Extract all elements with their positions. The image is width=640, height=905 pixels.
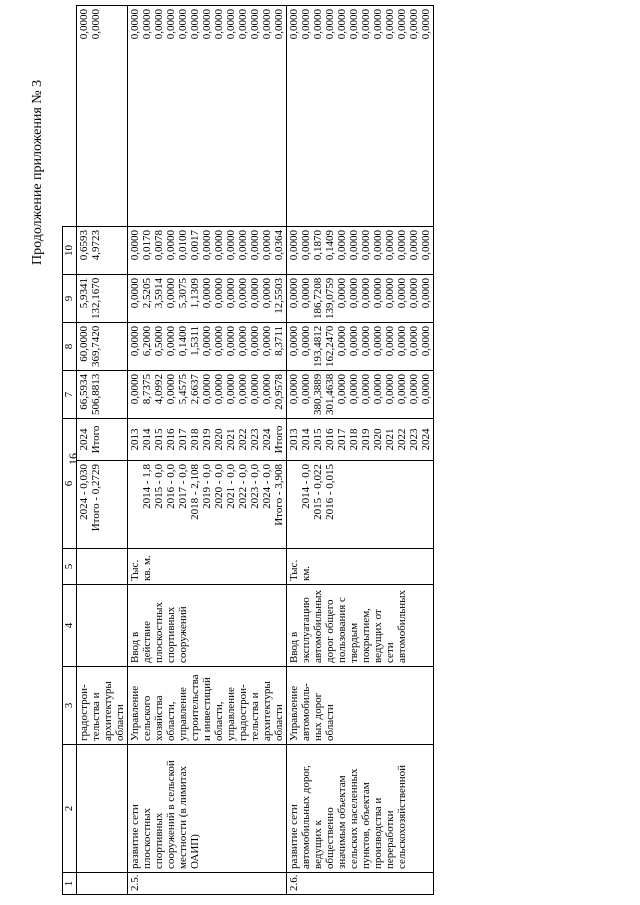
- cell-line: 2013: [288, 428, 300, 451]
- cell-line: 12,5503: [273, 278, 285, 314]
- cell-line: 2024: [78, 428, 90, 451]
- cell-line: 2015: [153, 428, 165, 451]
- cell-line: 0,0000: [201, 278, 213, 309]
- extra-cell: [128, 6, 287, 227]
- cell-line: 0,0000: [408, 230, 420, 261]
- cell-line: 0,0000: [129, 9, 141, 40]
- name-cell: развитие сети плоскостных спортивных сооружений в сельской местности (в лимитах ОАИП): [128, 745, 287, 873]
- cell-line: 0,0000: [420, 230, 432, 261]
- cell-line: 0,0000: [420, 374, 432, 405]
- cell-line: 0,0000: [384, 9, 396, 40]
- cell-line: 0,0000: [336, 9, 348, 40]
- cell-line: 0,0000: [213, 326, 225, 357]
- cell-line: [372, 464, 384, 545]
- cell-line: 0,0000: [177, 9, 189, 40]
- cell-line: 0,0000: [261, 9, 273, 40]
- cell-line: 0,0000: [420, 278, 432, 309]
- cell-line: 2021 - 0,0: [225, 464, 237, 509]
- cell-line: 0,0000: [300, 326, 312, 357]
- cell-line: 193,4812: [312, 325, 324, 367]
- federal-cell: [77, 323, 128, 371]
- cell-line: 139,0759: [324, 277, 336, 319]
- cell-line: 2,5205: [141, 278, 153, 309]
- cell-line: 132,1670: [90, 277, 102, 319]
- cell-line: 380,3889: [312, 373, 324, 415]
- cell-line: 0,0000: [348, 230, 360, 261]
- cell-line: [288, 464, 300, 545]
- regional-cell: [287, 275, 434, 323]
- cell-line: 6,2000: [141, 326, 153, 357]
- cell-line: 0,0000: [396, 9, 408, 40]
- cell-line: 0,0000: [261, 230, 273, 261]
- cell-line: [129, 464, 141, 545]
- cell-line: 0,0000: [300, 278, 312, 309]
- year-cell: [287, 419, 434, 461]
- cell-line: 1,5311: [189, 326, 201, 356]
- cell-line: 0,0000: [165, 326, 177, 357]
- col-header-7: 7: [63, 371, 77, 419]
- cell-line: 0,0000: [288, 326, 300, 357]
- table-row: [128, 6, 287, 895]
- cell-line: 0,0000: [201, 9, 213, 40]
- cell-line: 0,0000: [348, 9, 360, 40]
- cell-line: 369,7420: [90, 325, 102, 367]
- cell-line: 0,0000: [225, 278, 237, 309]
- cell-line: 0,0000: [312, 9, 324, 40]
- cell-line: 2014: [300, 428, 312, 451]
- cell-line: 0,0000: [360, 9, 372, 40]
- appendix-title: Продолжение приложения № 3: [30, 79, 45, 265]
- cell-line: 0,0000: [165, 9, 177, 40]
- cell-line: 0,0000: [189, 9, 201, 40]
- cell-line: 186,7208: [312, 277, 324, 319]
- cell-line: 2014: [141, 428, 153, 451]
- cell-line: 2022: [237, 428, 249, 451]
- num-cell: 2.6.: [287, 873, 434, 895]
- local-cell: [77, 227, 128, 275]
- cell-line: 0,0000: [237, 326, 249, 357]
- cell-line: 8,7375: [141, 374, 153, 405]
- cell-line: 0,0000: [213, 278, 225, 309]
- cell-line: 0,0000: [408, 9, 420, 40]
- cell-line: Итого - 3,908: [273, 464, 285, 526]
- local-cell: [128, 227, 287, 275]
- cell-line: 2018: [348, 428, 360, 451]
- cell-line: 0,0000: [372, 278, 384, 309]
- executor-cell: градострои- тельства и архитектуры области: [77, 667, 128, 745]
- cell-line: 0,0000: [249, 374, 261, 405]
- extra-cell: [77, 6, 128, 227]
- cell-line: 2013: [129, 428, 141, 451]
- indicator-cell: Ввод в действие плоскостных спортивных сооружений: [128, 585, 287, 667]
- cell-line: 2024 - 0,030: [78, 464, 90, 520]
- cell-line: 0,6593: [78, 230, 90, 261]
- cell-line: 0,0000: [249, 230, 261, 261]
- cell-line: 4,9723: [90, 230, 102, 261]
- cell-line: 2020 - 0,0: [213, 464, 225, 509]
- cell-line: 0,0000: [165, 230, 177, 261]
- cell-line: 66,5934: [78, 374, 90, 410]
- cell-line: 2017 - 0,0: [177, 464, 189, 509]
- program-table: [62, 5, 434, 895]
- total-cell: [77, 371, 128, 419]
- cell-line: 0,0000: [249, 326, 261, 357]
- regional-cell: [77, 275, 128, 323]
- cell-line: 5,4575: [177, 374, 189, 405]
- cell-line: 0,0000: [288, 278, 300, 309]
- cell-line: 2018: [189, 428, 201, 451]
- cell-line: 0,0000: [348, 374, 360, 405]
- year-cell: [77, 419, 128, 461]
- cell-line: 0,0000: [153, 9, 165, 40]
- cell-line: 0,0000: [360, 326, 372, 357]
- name-cell: [77, 745, 128, 873]
- cell-line: 0,0000: [336, 230, 348, 261]
- cell-line: 0,0000: [396, 230, 408, 261]
- cell-line: [384, 464, 396, 545]
- cell-line: 2022: [396, 428, 408, 451]
- cell-line: 0,0000: [396, 278, 408, 309]
- cell-line: 0,0000: [129, 326, 141, 357]
- cell-line: 0,0000: [261, 374, 273, 405]
- year-cell: [128, 419, 287, 461]
- cell-line: 0,0000: [165, 278, 177, 309]
- cell-line: 0,0000: [372, 9, 384, 40]
- executor-cell: Управление автомобиль- ных дорог области: [287, 667, 434, 745]
- cell-line: 0,0000: [408, 278, 420, 309]
- table-body: [77, 6, 434, 895]
- extra-cell: [287, 6, 434, 227]
- cell-line: 2023: [249, 428, 261, 451]
- cell-line: 0,0000: [237, 230, 249, 261]
- cell-line: 0,0000: [324, 9, 336, 40]
- cell-line: [360, 464, 372, 545]
- cell-line: 0,0000: [201, 230, 213, 261]
- cell-line: 1,1309: [189, 278, 201, 309]
- cell-line: 0,1400: [177, 326, 189, 357]
- cell-line: 0,0000: [225, 374, 237, 405]
- table-row: [287, 6, 434, 895]
- cell-line: 2020: [372, 428, 384, 451]
- cell-line: 2014 - 1,8: [141, 464, 153, 509]
- cell-line: 2016: [324, 428, 336, 451]
- cell-line: 0,0000: [348, 278, 360, 309]
- cell-line: 0,0170: [141, 230, 153, 261]
- local-cell: [287, 227, 434, 275]
- cell-line: 0,0000: [237, 9, 249, 40]
- cell-line: 60,0000: [78, 326, 90, 362]
- col-header-8: 8: [63, 323, 77, 371]
- cell-line: 2017: [336, 428, 348, 451]
- cell-line: 8,3711: [273, 326, 285, 356]
- unit-cell: Тыс. кв. м.: [128, 549, 287, 585]
- federal-cell: [128, 323, 287, 371]
- cell-line: 2016 - 0,0: [165, 464, 177, 509]
- cell-line: 0,0000: [384, 230, 396, 261]
- plan-cell: [128, 461, 287, 549]
- cell-line: 0,0000: [261, 278, 273, 309]
- cell-line: 0,0000: [420, 326, 432, 357]
- cell-line: 2,6637: [189, 374, 201, 405]
- cell-line: 0,0000: [300, 230, 312, 261]
- cell-line: 0,0000: [249, 9, 261, 40]
- executor-cell: Управление сельского хозяйства области, управление строительства и инвестиций области, управление градострои- тельства и архитектуры области: [128, 667, 287, 745]
- cell-line: 2017: [177, 428, 189, 451]
- cell-line: 0,0100: [177, 230, 189, 261]
- cell-line: 0,0000: [372, 374, 384, 405]
- page-number: 16: [66, 453, 80, 465]
- cell-line: 5,3075: [177, 278, 189, 309]
- cell-line: 0,0000: [249, 278, 261, 309]
- indicator-cell: Ввод в эксплуатацию автомобильных дорог общего пользования с твердым покрытием, ведущих от сети автомобильных: [287, 585, 434, 667]
- col-header-3: 3: [63, 667, 77, 745]
- col-header-4: 4: [63, 585, 77, 667]
- cell-line: 20,9578: [273, 374, 285, 410]
- cell-line: 0,0000: [165, 374, 177, 405]
- cell-line: 3,5914: [153, 278, 165, 309]
- cell-line: 0,0000: [336, 326, 348, 357]
- cell-line: Итого: [90, 425, 102, 454]
- cell-line: 301,4638: [324, 373, 336, 415]
- cell-line: 2019: [201, 428, 213, 451]
- continuation-row: [77, 6, 128, 895]
- total-cell: [287, 371, 434, 419]
- cell-line: 0,0000: [420, 9, 432, 40]
- cell-line: 0,1870: [312, 230, 324, 261]
- cell-line: Итого: [273, 425, 285, 454]
- cell-line: 0,0078: [153, 230, 165, 261]
- cell-line: 0,0000: [336, 374, 348, 405]
- unit-cell: [77, 549, 128, 585]
- cell-line: 0,0000: [348, 326, 360, 357]
- cell-line: 0,0000: [300, 9, 312, 40]
- cell-line: 0,0000: [225, 9, 237, 40]
- cell-line: 0,0000: [141, 9, 153, 40]
- cell-line: 0,0000: [201, 374, 213, 405]
- col-header-5: 5: [63, 549, 77, 585]
- regional-cell: [128, 275, 287, 323]
- cell-line: [336, 464, 348, 545]
- cell-line: 0,0000: [225, 230, 237, 261]
- cell-line: 0,0000: [288, 374, 300, 405]
- cell-line: 2015 - 0,0: [153, 464, 165, 509]
- cell-line: 0,0364: [273, 230, 285, 261]
- cell-line: 0,0000: [396, 326, 408, 357]
- cell-line: 0,0000: [129, 230, 141, 261]
- cell-line: 0,0000: [201, 326, 213, 357]
- cell-line: 0,0000: [273, 9, 285, 40]
- cell-line: 0,0000: [129, 278, 141, 309]
- cell-line: 2023: [408, 428, 420, 451]
- plan-cell: [77, 461, 128, 549]
- cell-line: 0,0000: [213, 374, 225, 405]
- cell-line: 0,0000: [372, 326, 384, 357]
- cell-line: 0,0000: [360, 374, 372, 405]
- cell-line: 2014 - 0,0: [300, 464, 312, 509]
- cell-line: 2019 - 0,0: [201, 464, 213, 509]
- cell-line: 2022 - 0,0: [237, 464, 249, 509]
- cell-line: 0,0000: [384, 326, 396, 357]
- cell-line: 0,0000: [237, 278, 249, 309]
- cell-line: [408, 464, 420, 545]
- cell-line: 162,2470: [324, 325, 336, 367]
- col-header-1: 1: [63, 873, 77, 895]
- cell-line: 0,0000: [90, 9, 102, 40]
- name-cell: развитие сети автомобильных дорог, ведущих к общественно значимым объектам сельских населенных пунктов, объектам производства и переработки сельскохозяйственной: [287, 745, 434, 873]
- plan-cell: [287, 461, 434, 549]
- cell-line: 0,5000: [153, 326, 165, 357]
- num-cell: [77, 873, 128, 895]
- cell-line: 2015 - 0,022: [312, 464, 324, 520]
- cell-line: 0,0000: [213, 9, 225, 40]
- cell-line: 2020: [213, 428, 225, 451]
- cell-line: 506,8813: [90, 373, 102, 415]
- cell-line: 2024: [261, 428, 273, 451]
- cell-line: 2024 - 0,0: [261, 464, 273, 509]
- indicator-cell: [77, 585, 128, 667]
- cell-line: 0,1409: [324, 230, 336, 261]
- cell-line: 2024: [420, 428, 432, 451]
- cell-line: 0,0000: [360, 278, 372, 309]
- cell-line: 0,0000: [288, 230, 300, 261]
- col-header-2: 2: [63, 745, 77, 873]
- cell-line: 2018 - 2,108: [189, 464, 201, 520]
- cell-line: 2019: [360, 428, 372, 451]
- unit-cell: Тыс. км.: [287, 549, 434, 585]
- cell-line: 0,0017: [189, 230, 201, 261]
- cell-line: 5,9341: [78, 278, 90, 309]
- cell-line: 0,0000: [261, 326, 273, 357]
- column-number-row: [63, 6, 77, 895]
- col-header-6: 6: [63, 419, 77, 549]
- cell-line: 2016 - 0,015: [324, 464, 336, 520]
- cell-line: Итого - 0,2729: [90, 464, 102, 532]
- cell-line: 2016: [165, 428, 177, 451]
- cell-line: 0,0000: [78, 9, 90, 40]
- cell-line: 2021: [384, 428, 396, 451]
- cell-line: 0,0000: [384, 278, 396, 309]
- cell-line: 2023 - 0,0: [249, 464, 261, 509]
- cell-line: 2015: [312, 428, 324, 451]
- cell-line: 2021: [225, 428, 237, 451]
- cell-line: 0,0000: [225, 326, 237, 357]
- cell-line: 0,0000: [372, 230, 384, 261]
- federal-cell: [287, 323, 434, 371]
- cell-line: 0,0000: [336, 278, 348, 309]
- cell-line: [348, 464, 360, 545]
- cell-line: 4,0992: [153, 374, 165, 405]
- cell-line: 0,0000: [408, 326, 420, 357]
- col-header-10: 10: [63, 227, 77, 275]
- cell-line: 0,0000: [384, 374, 396, 405]
- cell-line: 0,0000: [213, 230, 225, 261]
- cell-line: 0,0000: [237, 374, 249, 405]
- cell-line: 0,0000: [300, 374, 312, 405]
- num-cell: 2.5.: [128, 873, 287, 895]
- col-header-9: 9: [63, 275, 77, 323]
- cell-line: 0,0000: [288, 9, 300, 40]
- cell-line: 0,0000: [408, 374, 420, 405]
- cell-line: 0,0000: [396, 374, 408, 405]
- cell-line: [396, 464, 408, 545]
- cell-line: 0,0000: [360, 230, 372, 261]
- cell-line: 0,0000: [129, 374, 141, 405]
- total-cell: [128, 371, 287, 419]
